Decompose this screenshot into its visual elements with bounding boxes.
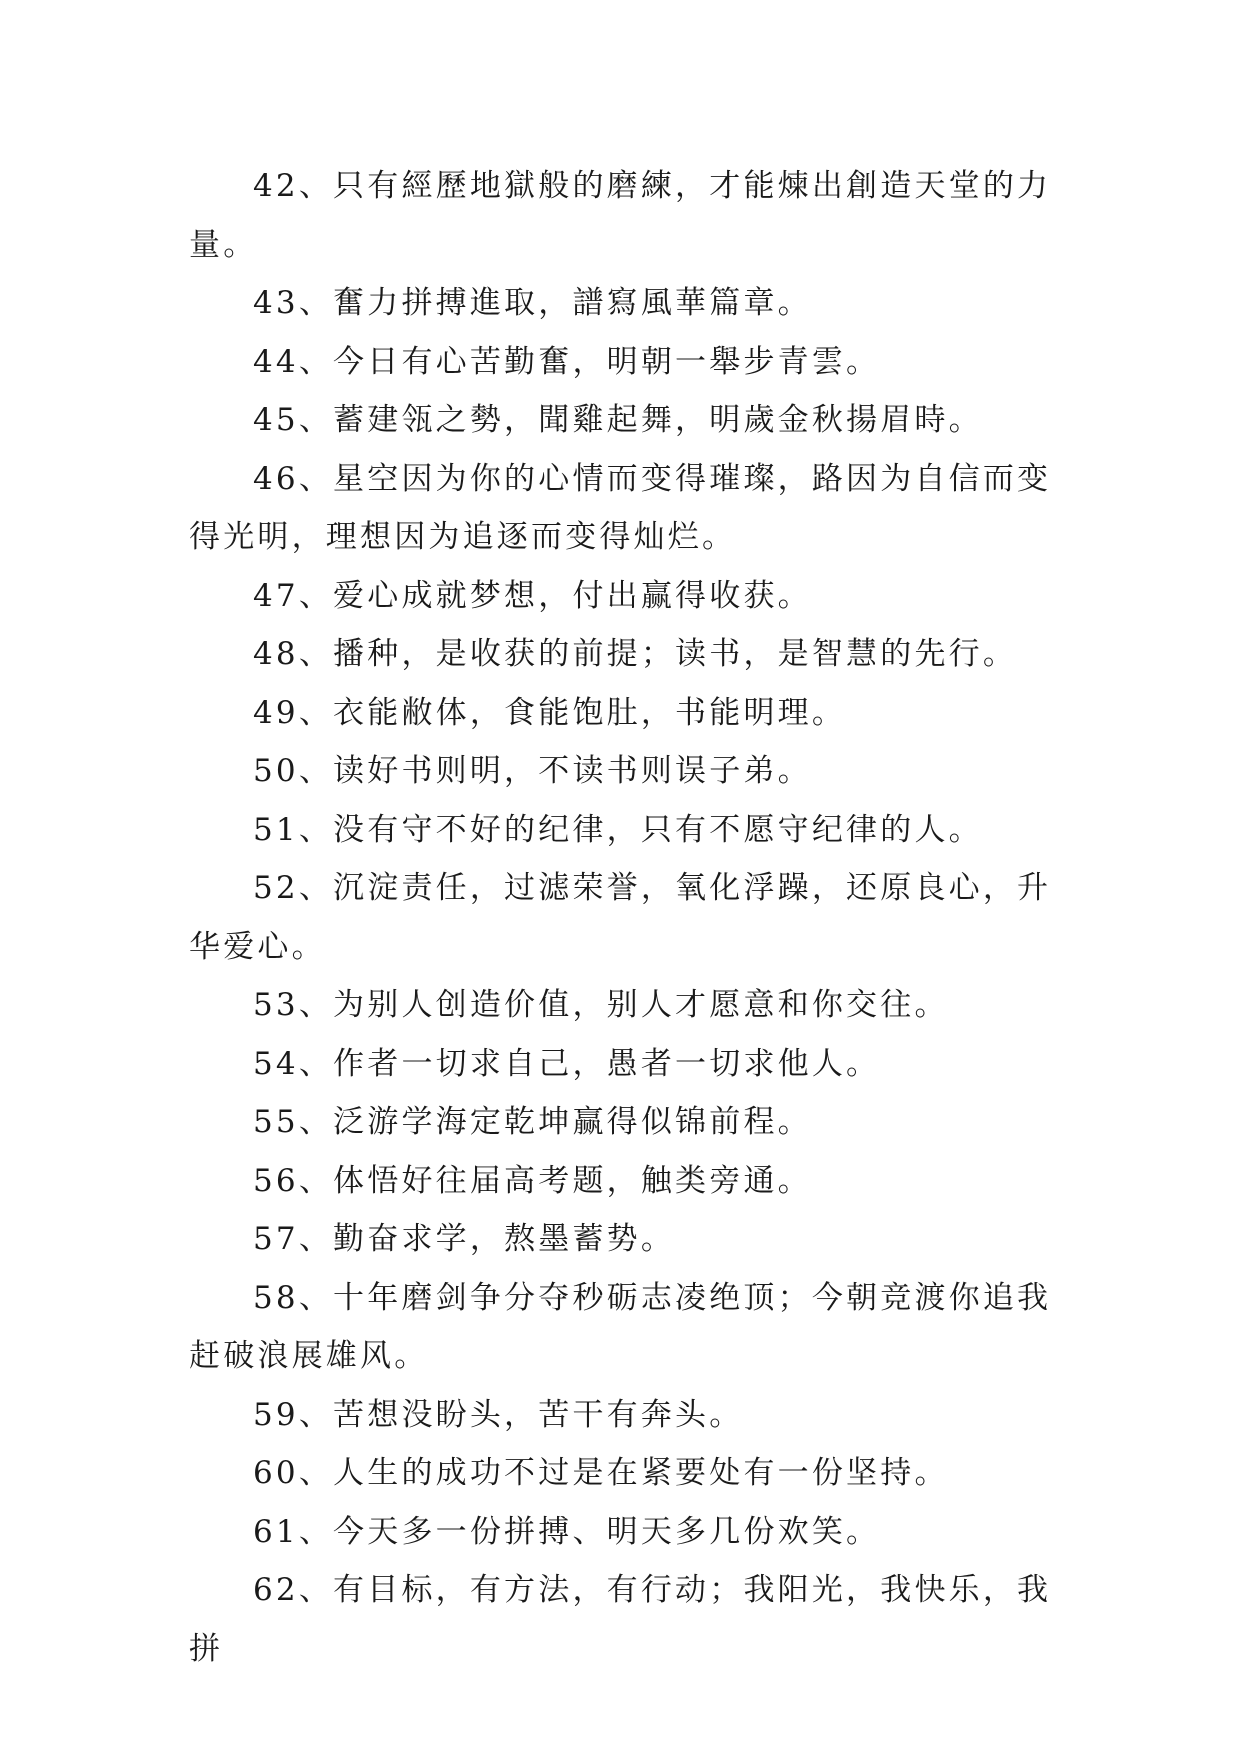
paragraph-43: 43、奮力拼搏進取，譜寫風華篇章。 bbox=[253, 285, 812, 321]
paragraph-51: 51、没有守不好的纪律，只有不愿守纪律的人。 bbox=[253, 811, 983, 848]
paragraph-46: 46、星空因为你的心情而变得璀璨，路因为自信而变得光明，理想因为追逐而变得灿烂。 bbox=[189, 460, 1052, 555]
document-body bbox=[189, 157, 1059, 1678]
paragraph-52: 52、沉淀责任，过滤荣誉，氧化浮躁，还原良心，升华爱心。 bbox=[189, 870, 1052, 965]
paragraph-56: 56、体悟好往届高考题，触类旁通。 bbox=[253, 1162, 812, 1199]
paragraph-48: 48、播种，是收获的前提；读书，是智慧的先行。 bbox=[253, 636, 1018, 672]
paragraph-45: 45、蓄建瓴之勢，聞雞起舞，明歲金秋揚眉時。 bbox=[253, 402, 983, 438]
paragraph-50: 50、读好书则明，不读书则误子弟。 bbox=[253, 753, 812, 789]
paragraph-42: 42、只有經歷地獄般的磨練，才能煉出創造天堂的力量。 bbox=[189, 168, 1052, 263]
paragraph-60: 60、人生的成功不过是在紧要处有一份坚持。 bbox=[253, 1455, 949, 1491]
paragraph-49: 49、衣能敝体，食能饱肚，书能明理。 bbox=[253, 694, 847, 731]
paragraph-55: 55、泛游学海定乾坤赢得似锦前程。 bbox=[253, 1104, 812, 1140]
paragraph-54: 54、作者一切求自己，愚者一切求他人。 bbox=[253, 1045, 881, 1082]
paragraph-57: 57、勤奋求学，熬墨蓄势。 bbox=[253, 1221, 676, 1257]
paragraph-62: 62、有目标，有方法，有行动；我阳光，我快乐，我拼 bbox=[189, 1572, 1052, 1667]
paragraph-61: 61、今天多一份拼搏、明天多几份欢笑。 bbox=[253, 1513, 881, 1550]
paragraph-44: 44、今日有心苦勤奮，明朝一舉步青雲。 bbox=[253, 343, 881, 380]
paragraph-58: 58、十年磨剑争分夺秒砺志凌绝顶；今朝竞渡你追我赶破浪展雄风。 bbox=[189, 1279, 1052, 1374]
paragraph-59: 59、苦想没盼头，苦干有奔头。 bbox=[253, 1396, 744, 1433]
paragraph-53: 53、为别人创造价值，别人才愿意和你交往。 bbox=[253, 987, 949, 1023]
paragraph-47: 47、爱心成就梦想，付出赢得收获。 bbox=[253, 577, 812, 614]
